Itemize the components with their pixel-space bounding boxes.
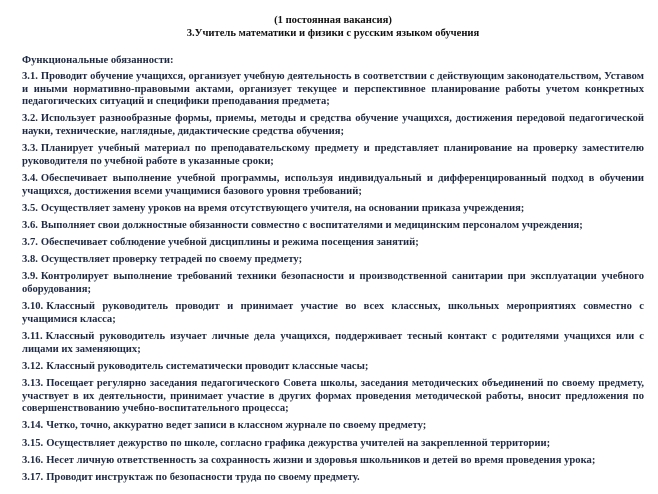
duty-number: 3.13. [22,378,44,389]
duty-number: 3.10. [22,301,44,313]
duty-number: 3.7. [22,237,38,249]
duty-text: Классный руководитель изучает личные дела учащихся, поддерживает тесный контакт с родителями учащихся или с лицами их заменяющих; [22,331,644,355]
duty-item [22,361,644,374]
duty-text: Посещает регулярно заседания педагогического Совета школы, заседания методических объединений по своему предмету, участвует в их деятельности, принимает участие в других формах проведения методической работы, вносит предложения по совершенствованию учебно-воспитательного процесса; [22,378,644,415]
duty-number: 3.5. [22,202,38,214]
duty-item [22,438,644,451]
duty-text: Обеспечивает выполнение учебной программы, используя индивидуальный и дифференцированный подход в обучении учащихся, достижения всеми учащимися базового уровня требований; [22,172,644,197]
duties-list [22,71,644,485]
duty-number: 3.17. [22,471,44,483]
duty-text: Осуществляет дежурство по школе, согласно графика дежурства учителей на закрепленной территории; [46,437,551,449]
duty-text: Выполняет свои должностные обязанности совместно с воспитателями и медицинским персоналом учреждения; [40,219,583,231]
duty-number: 3.11. [22,331,43,343]
duty-text: Классный руководитель проводит и принимает участие во всех классных, школьных мероприятиях совместно с учащимися класса; [22,301,644,325]
duty-item [22,237,644,250]
duty-item [22,143,644,168]
duty-text: Планирует учебный материал по преподавательскому предмету и представляет планирование на проверку заместителю руководителя по учебной работе в указанные сроки; [22,143,644,167]
duty-item [22,220,644,233]
duty-item [22,203,644,216]
duty-number: 3.6. [22,219,38,231]
duty-text: Осуществляет проверку тетрадей по своему предмету; [40,254,303,266]
duty-number: 3.16. [22,454,44,466]
duty-item [22,173,644,198]
duty-item [22,254,644,267]
duty-number: 3.1. [22,71,38,82]
duty-number: 3.9. [22,271,38,283]
vacancy-count: (1 постоянная вакансия) [274,15,392,26]
duty-text: Обеспечивает соблюдение учебной дисциплины и режима посещения занятий; [40,237,419,249]
duty-text: Проводит инструктаж по безопасности труда по своему предмету. [46,471,360,483]
duty-number: 3.3. [22,143,38,155]
document-heading [22,14,644,40]
duty-number: 3.14. [22,420,44,432]
duty-text: Контролирует выполнение требований техники безопасности и производственной санитарии при эксплуатации учебного оборудования; [22,271,644,296]
duty-text: Четко, точно, аккуратно ведет записи в классном журнале по своему предмету; [46,420,427,432]
duty-text: Использует разнообразные формы, приемы, методы и средства обучение учащихся, достижения передовой педагогической науки, технические, наглядные, дидактические средства обучения; [22,113,644,137]
duty-text: Проводит обучение учащихся, организует учебную деятельность в соответствии с действующим законодательством, Уставом и иными нормативно-правовыми актами, организует текущее и перспективное планирование работы учетом конкретных педагогических ситуаций и специфики преподавания предмета; [22,71,644,108]
duty-number: 3.2. [22,113,38,125]
duty-item [22,472,644,485]
duty-item [22,378,644,416]
duties-heading: Функциональные обязанности: [22,55,174,66]
duty-number: 3.15. [22,437,44,449]
duty-item [22,455,644,468]
duty-item [22,420,644,433]
duty-text: Осуществляет замену уроков на время отсутствующего учителя, на основании приказа учреждения; [40,202,525,214]
duty-item [22,113,644,138]
position-title: 3.Учитель математики и физики с русским языком обучения [186,28,480,39]
duty-text: Классный руководитель систематически проводит классные часы; [46,360,369,372]
duty-item [22,71,644,109]
duty-number: 3.8. [22,254,38,266]
duty-item [22,301,644,326]
duty-item [22,331,644,356]
document-page [22,14,644,489]
duty-text: Несет личную ответственность за сохранность жизни и здоровья школьников и детей во время проведения урока; [46,454,596,466]
duty-item [22,271,644,296]
duty-number: 3.4. [22,172,38,184]
duty-number: 3.12. [22,360,44,372]
